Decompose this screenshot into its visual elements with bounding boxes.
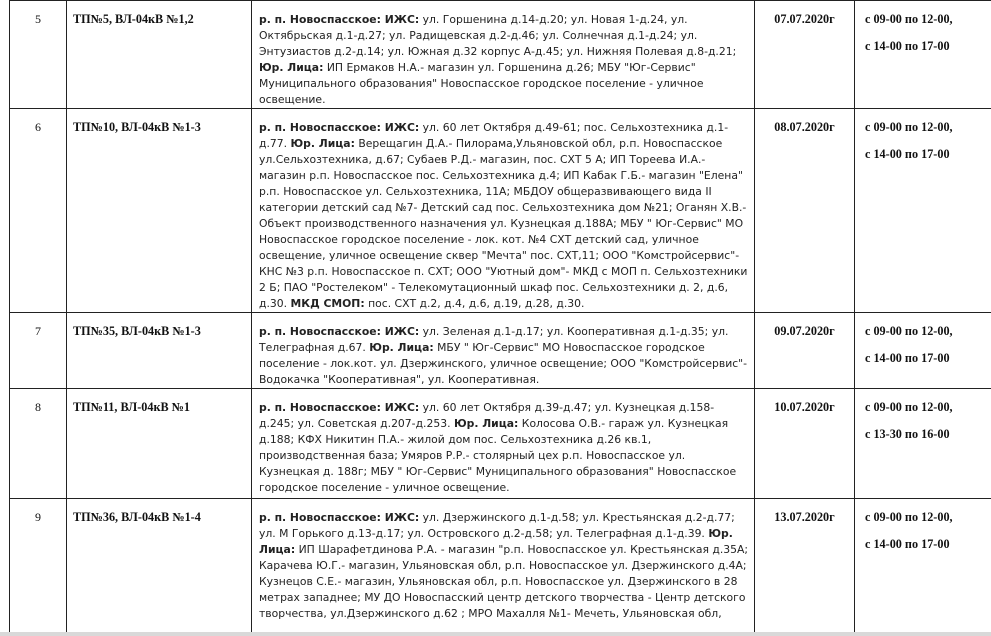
consumer-label: Юр. Лица: [369, 341, 434, 354]
consumer-label: Юр. Лица: [259, 527, 733, 556]
time-interval: с 09-00 по 12-00, [865, 12, 953, 26]
row-number: 7 [10, 313, 67, 389]
outage-time [855, 1, 991, 109]
power-line-name: ТП№35, ВЛ-04кВ №1-3 [67, 313, 252, 389]
consumer-text: ул. Дзержинского д.1-д.58; ул. Крестьянская д.2-д.77; ул. М Горького д.13-д.17; ул. Островского д.2-д.58; ул. Телеграфная д.1-д.39. [259, 511, 735, 540]
time-interval: с 09-00 по 12-00, [865, 324, 953, 338]
outage-date: 09.07.2020г [755, 313, 855, 389]
power-line-name: ТП№11, ВЛ-04кВ №1 [67, 389, 252, 499]
outage-date: 08.07.2020г [755, 109, 855, 313]
outage-time [855, 499, 991, 636]
power-line-name: ТП№36, ВЛ-04кВ №1-4 [67, 499, 252, 636]
time-interval: с 14-00 по 17-00 [865, 39, 950, 53]
consumer-text: Верещагин Д.А.- Пилорама,Ульяновской обл, р.п. Новоспасское ул.Сельхозтехника, д.67; Субаев Р.Д.- магазин, пос. СХТ 5 А; ИП Тореева И.А.- магазин р.п. Новоспасское пос. Сельхозтехника д.4; ИП Кабак Г.Б.- магазин "Елена" р.п. Новоспасское ул. Сельхозтехника, 11А; МБДОУ общеразвивающего вида II категории детский сад №7- Детский сад пос. Сельхозтехника дом №21; Оганян Х.В.- Объект производственного назначения ул. Кузнецкая д.188А; МБУ " Юг-Сервис" МО Новоспасское городское поселение - лок. кот. №4 СХТ детский сад, уличное освещение, уличное освещение сквер "Мечта" пос. СХТ,11; ООО "Комстройсервис"- КНС №3 р.п. Новоспасское п. СХТ; ООО "Уютный дом"- МКД с МОП п. Сельхозтехники 2 Б; ПАО "Ростелеком" - Телекомутационный шкаф пос. Сельхозтехники д. 2, д.6, д.30. [259, 137, 748, 310]
outage-date: 10.07.2020г [755, 389, 855, 499]
affected-consumers [252, 499, 755, 636]
outage-time [855, 313, 991, 389]
table-row [10, 313, 991, 389]
consumer-label: р. п. Новоспасское: ИЖС: [259, 325, 420, 338]
outage-schedule-table [9, 0, 991, 636]
time-interval: с 13-30 по 16-00 [865, 427, 950, 441]
time-interval: с 09-00 по 12-00, [865, 510, 953, 524]
consumer-text: пос. СХТ д.2, д.4, д.6, д.19, д.28, д.30. [364, 297, 585, 310]
table-row [10, 499, 991, 636]
consumer-label: Юр. Лица: [290, 137, 355, 150]
consumer-text: ул. 60 лет Октября д.39-д.47; ул. Кузнецкая д.158-д.245; ул. Советская д.207-д.253. [259, 401, 715, 430]
consumer-label: Юр. Лица: [453, 417, 519, 430]
consumer-label: МКД СМОП: [290, 297, 365, 310]
time-interval: с 09-00 по 12-00, [865, 120, 953, 134]
affected-consumers [252, 109, 755, 313]
table-row [10, 1, 991, 109]
consumer-text: ул. Зеленая д.1-д.17; ул. Кооперативная д.1-д.35; ул. Телеграфная д.67. [259, 325, 729, 354]
consumer-label: р. п. Новоспасское: ИЖС: [259, 401, 420, 414]
consumer-text: Колосова О.В.- гараж ул. Кузнецкая д.188; КФХ Никитин П.А.- жилой дом пос. Сельхозтехника д.26 кв.1, производственная база; Умяров Р.Р.- столярный цех р.п. Новоспасское ул. Кузнецкая д. 188г; МБУ " Юг-Сервис" Муниципального образования" Новоспасское городское поселение - уличное освещение. [259, 417, 737, 494]
row-number: 9 [10, 499, 67, 636]
consumer-label: р. п. Новоспасское: ИЖС: [259, 13, 420, 26]
consumer-label: р. п. Новоспасское: ИЖС: [259, 121, 420, 134]
consumer-label: Юр. Лица: [259, 61, 324, 74]
consumer-text: ИП Шарафетдинова Р.А. - магазин "р.п. Новоспасское ул. Крестьянская д.35А; Карачева Ю.Г.- магазин, Ульяновская обл, р.п. Новоспасское ул. Дзержинского д.4А; Кузнецов С.Е.- магазин, Ульяновская обл, р.п. Новоспасское ул. Дзержинского в 28 метрах западнее; МУ ДО Новоспасский центр детского творчества - Центр детского творчества, ул.Дзержинского д.62 ; МРО Махалля №1- Мечеть, Ульяновская обл, [259, 543, 749, 620]
row-number: 5 [10, 1, 67, 109]
power-line-name: ТП№10, ВЛ-04кВ №1-3 [67, 109, 252, 313]
outage-time [855, 389, 991, 499]
horizontal-scrollbar[interactable] [0, 632, 991, 636]
consumer-text: ИП Ермаков Н.А.- магазин ул. Горшенина д.26; МБУ "Юг-Сервис" Муниципального образования" Новоспасское городское поселение - уличное освещение. [259, 61, 704, 106]
table-row [10, 389, 991, 499]
power-line-name: ТП№5, ВЛ-04кВ №1,2 [67, 1, 252, 109]
table-row [10, 109, 991, 313]
outage-date: 07.07.2020г [755, 1, 855, 109]
consumer-label: р. п. Новоспасское: ИЖС: [259, 511, 420, 524]
time-interval: с 09-00 по 12-00, [865, 400, 953, 414]
affected-consumers [252, 389, 755, 499]
time-interval: с 14-00 по 17-00 [865, 351, 950, 365]
outage-date: 13.07.2020г [755, 499, 855, 636]
outage-time [855, 109, 991, 313]
affected-consumers [252, 313, 755, 389]
row-number: 6 [10, 109, 67, 313]
row-number: 8 [10, 389, 67, 499]
time-interval: с 14-00 по 17-00 [865, 147, 950, 161]
affected-consumers [252, 1, 755, 109]
consumer-text: МБУ " Юг-Сервис" МО Новоспасское городское поселение - лок.кот. ул. Дзержинского, уличное освещение; ООО "Комстройсервис"- Водокачка "Кооперативная", ул. Кооперативная. [259, 341, 748, 386]
consumer-text: ул. 60 лет Октября д.49-61; пос. Сельхозтехника д.1-д.77. [259, 121, 729, 150]
time-interval: с 14-00 по 17-00 [865, 537, 950, 551]
consumer-text: ул. Горшенина д.14-д.20; ул. Новая 1-д.24, ул. Октябрьская д.1-д.27; ул. Радищевская д.2-д.46; ул. Солнечная д.1-д.24; ул. Энтузиастов д.2-д.14; ул. Южная д.32 корпус А-д.45; ул. Нижняя Полевая д.8-д.21; [259, 13, 737, 58]
